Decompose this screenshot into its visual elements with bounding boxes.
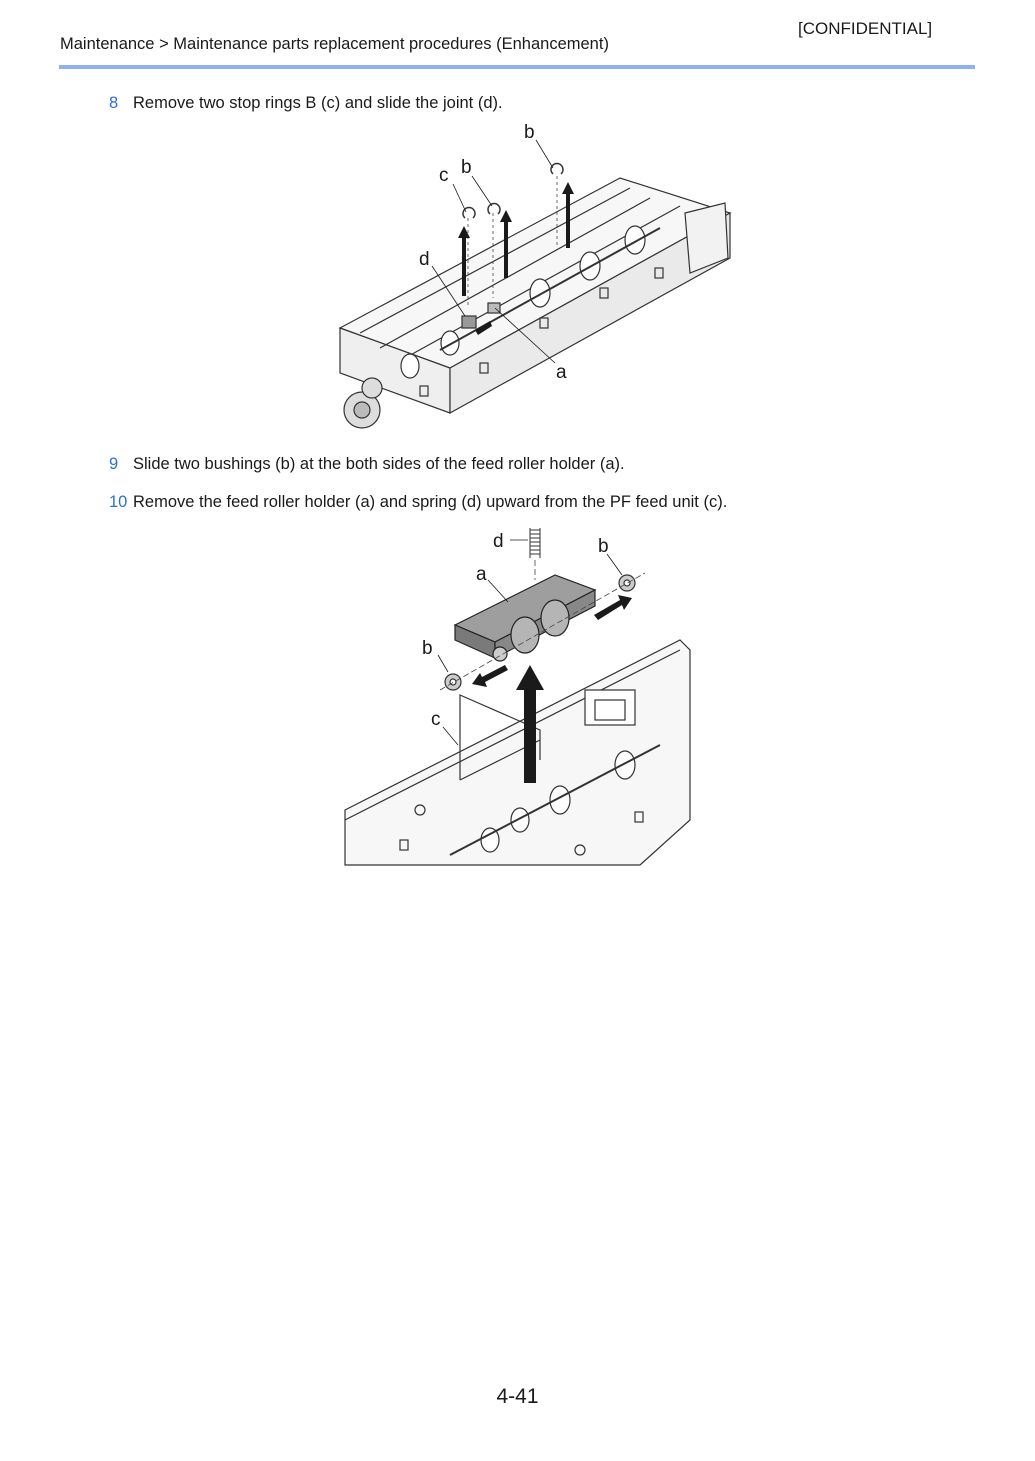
step-text: Remove two stop rings B (c) and slide the joint (d). [133, 94, 503, 112]
step-number: 8 [109, 94, 119, 112]
step-8 [109, 94, 503, 113]
callout-c: c [439, 165, 449, 186]
breadcrumb: Maintenance > Maintenance parts replacement procedures (Enhancement) [60, 35, 609, 53]
step-text: Slide two bushings (b) at the both sides of the feed roller holder (a). [133, 455, 625, 473]
callout-b-left: b [422, 638, 433, 659]
figure-stop-rings-joint [300, 118, 740, 448]
step-10 [109, 493, 727, 512]
callout-a: a [476, 564, 487, 585]
callout-c: c [431, 709, 441, 730]
step-9 [109, 455, 625, 474]
figure-feed-roller-holder-removal [340, 520, 695, 868]
callout-b-middle: b [461, 157, 472, 178]
callout-a: a [556, 362, 567, 383]
callout-b-top: b [524, 122, 535, 143]
callout-b-right: b [598, 536, 609, 557]
step-number: 10 [109, 493, 128, 511]
header-divider [59, 65, 975, 69]
callout-d: d [493, 531, 504, 552]
page-number: 4-41 [496, 1385, 539, 1408]
step-number: 9 [109, 455, 119, 473]
callout-d: d [419, 249, 430, 270]
step-text: Remove the feed roller holder (a) and spring (d) upward from the PF feed unit (c). [133, 493, 728, 511]
confidential-mark: [CONFIDENTIAL] [798, 19, 933, 38]
